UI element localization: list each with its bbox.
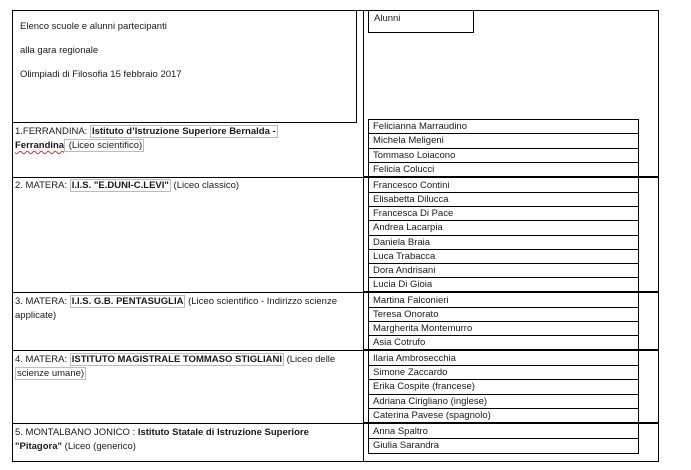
school-5-name-2: "Pitagora" xyxy=(15,441,63,452)
school-4-line-2 xyxy=(15,367,86,380)
school-3-type: (Liceo scientifico - Indirizzo scienze xyxy=(185,296,338,307)
school-4-prefix: 4. MATERA: xyxy=(15,354,70,365)
student-name: Daniela Braia xyxy=(373,237,431,248)
school-5-prefix: 5. MONTALBANO JONICO : xyxy=(15,427,138,438)
student-name: Elisabetta Dilucca xyxy=(373,194,449,205)
school-4-name: ISTITUTO MAGISTRALE TOMMASO STIGLIANI xyxy=(71,354,282,365)
student-name: Adriana Cirigliano (inglese) xyxy=(373,396,488,407)
school-2-type: (Liceo classico) xyxy=(170,180,240,191)
school-1-line-1 xyxy=(15,125,278,138)
title-line-3: Olimpiadi di Filosofia 15 febbraio 2017 xyxy=(20,69,182,80)
title-line-2: alla gara regionale xyxy=(20,45,99,56)
school-4-line-1 xyxy=(15,353,335,366)
school-4-type-2: scienze umane) xyxy=(17,368,85,379)
student-name: Ilaria Ambrosecchia xyxy=(373,353,456,364)
school-3-prefix: 3. MATERA: xyxy=(15,296,70,307)
student-name: Francesco Contini xyxy=(373,180,450,191)
school-1-prefix: 1.FERRANDINA: xyxy=(15,126,90,137)
student-name: Francesca Di Pace xyxy=(373,208,454,219)
school-3-line-2: applicate) xyxy=(15,310,57,321)
school-3-name: I.I.S. G.B. PENTASUGLIA xyxy=(71,296,184,307)
student-name: Margherita Montemurro xyxy=(373,323,473,334)
student-name: Michela Meligeni xyxy=(373,135,444,146)
school-5-type: (Liceo (generico) xyxy=(62,441,136,452)
school-1-name-2: Ferrandina xyxy=(15,140,65,151)
student-name: Lucia Di Gioia xyxy=(373,279,433,290)
school-5-line-2 xyxy=(15,440,136,453)
student-name: Teresa Onorato xyxy=(373,309,439,320)
title-line-1: Elenco scuole e alunni partecipanti xyxy=(20,21,167,32)
student-name: Anna Spaltro xyxy=(373,426,428,437)
school-2-line-1 xyxy=(15,179,239,192)
student-name: Erika Cospite (francese) xyxy=(373,381,475,392)
school-5-line-1 xyxy=(15,426,309,439)
school-5-name: Istituto Statale di Istruzione Superiore xyxy=(137,427,309,438)
student-name: Luca Trabacca xyxy=(373,251,436,262)
student-name: Asia Cotrufo xyxy=(373,337,426,348)
school-2-name: I.I.S. "E.DUNI-C.LEVI" xyxy=(71,180,169,191)
student-name: Dora Andrisani xyxy=(373,265,436,276)
school-1-name: Istituto d’Istruzione Superiore Bernalda - xyxy=(91,126,276,137)
alunni-header: Alunni xyxy=(374,13,401,24)
student-name: Simone Zaccardo xyxy=(373,367,448,378)
school-3-line-1 xyxy=(15,295,337,308)
student-name: Caterina Pavese (spagnolo) xyxy=(373,410,491,421)
student-name: Felicia Colucci xyxy=(373,164,435,175)
student-name: Andrea Lacarpia xyxy=(373,222,443,233)
student-name: Tommaso Loiacono xyxy=(373,150,456,161)
student-name: Martina Falconieri xyxy=(373,295,449,306)
student-name: Giulia Sarandra xyxy=(373,440,440,451)
school-1-line-2 xyxy=(15,139,144,152)
student-name: Felicianna Marraudino xyxy=(373,121,467,132)
school-4-type: (Liceo delle xyxy=(283,354,336,365)
school-2-prefix: 2. MATERA: xyxy=(15,180,70,191)
school-1-type: (Liceo scientifico) xyxy=(66,140,143,151)
